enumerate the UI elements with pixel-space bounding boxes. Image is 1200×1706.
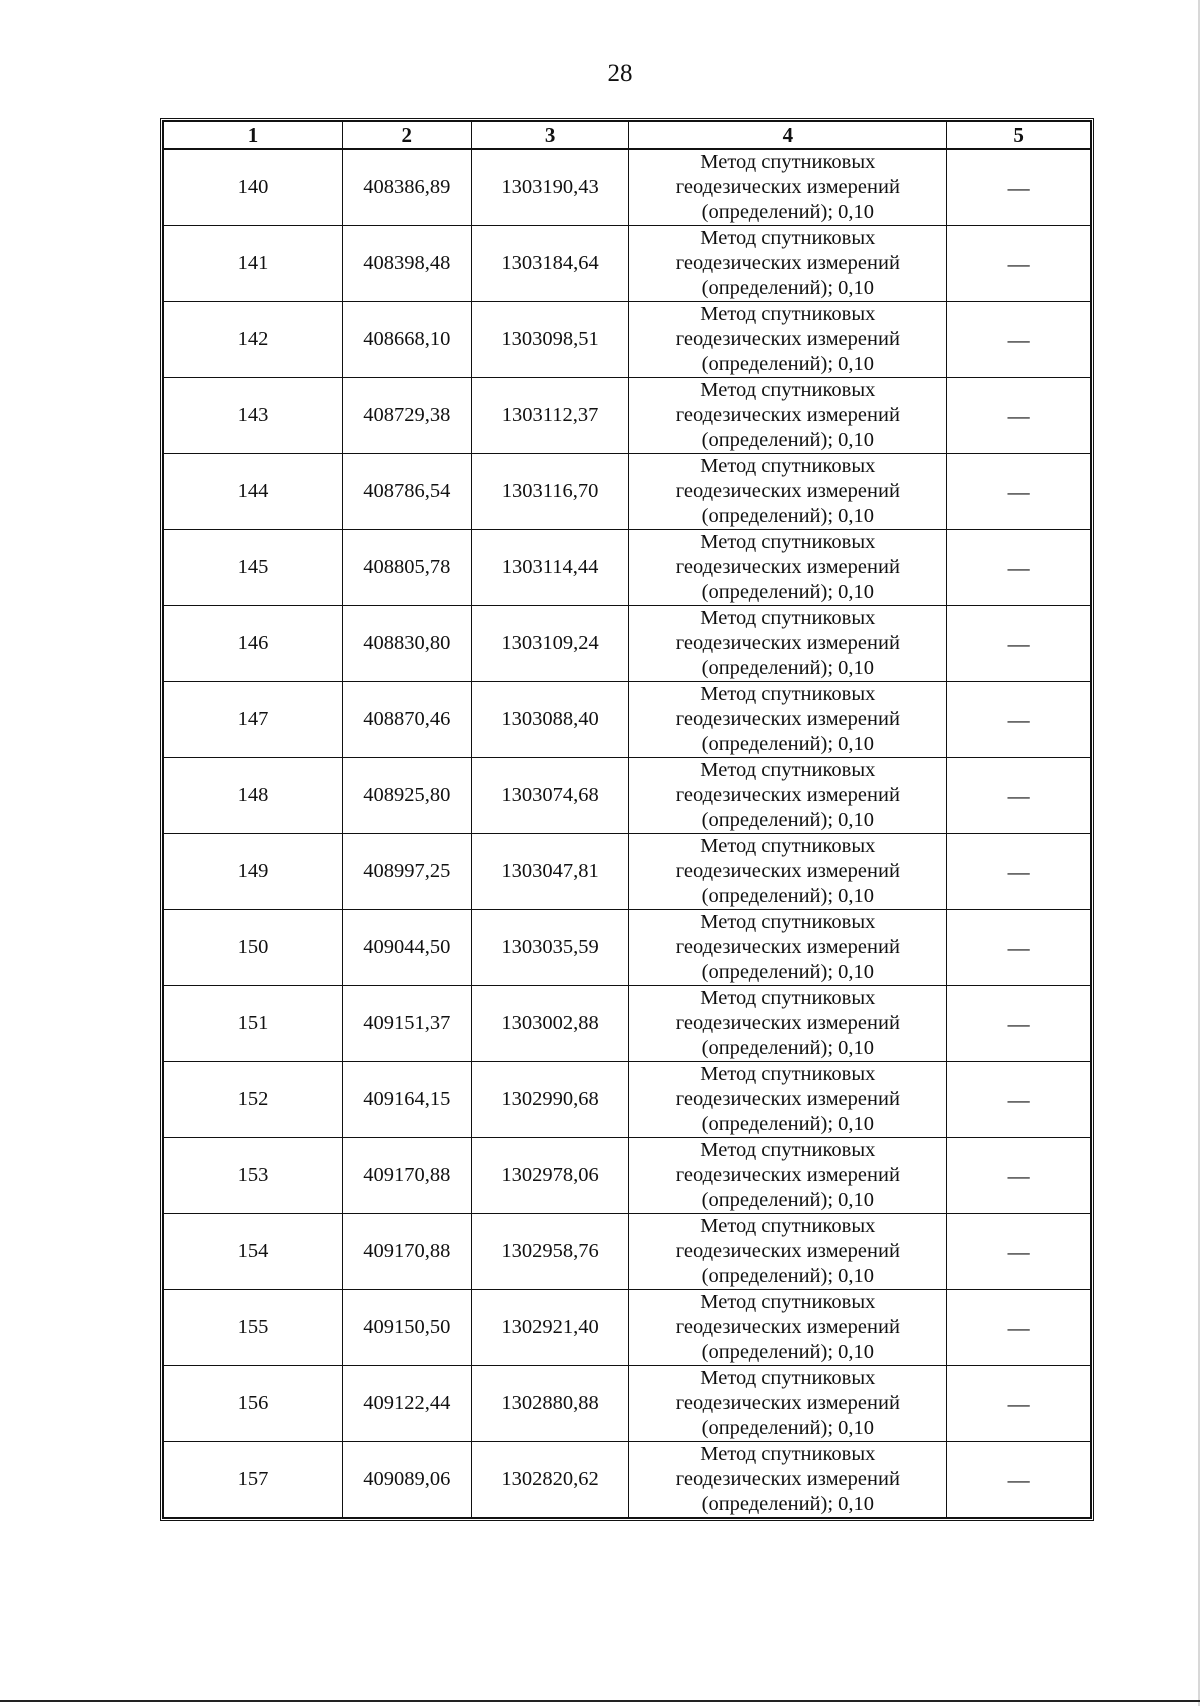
method-text-line: (определений); 0,10: [701, 1037, 875, 1059]
column-5-cell: —: [947, 454, 1091, 530]
table-header-row: [164, 122, 1091, 150]
method-text-line: (определений); 0,10: [701, 809, 875, 831]
column-5-cell: —: [947, 834, 1091, 910]
method-text-line: геодезических измерений: [675, 480, 900, 502]
column-5-cell: —: [947, 149, 1091, 226]
column-5-cell: —: [947, 606, 1091, 682]
method-text-line: (определений); 0,10: [701, 581, 875, 603]
coordinates-table: [163, 121, 1091, 1518]
method-text-line: (определений); 0,10: [701, 733, 875, 755]
column-5-cell: —: [947, 682, 1091, 758]
method-text-line: геодезических измерений: [675, 632, 900, 654]
method-text-line: геодезических измерений: [675, 860, 900, 882]
column-5-cell: —: [947, 1366, 1091, 1442]
table-row: [164, 1442, 1091, 1518]
method-text-line: (определений); 0,10: [701, 1189, 875, 1211]
method-text-line: геодезических измерений: [675, 404, 900, 426]
bottom-scan-rule: [0, 1700, 1200, 1702]
method-text-line: геодезических измерений: [675, 708, 900, 730]
x-coordinate-cell: 408729,38: [342, 378, 471, 454]
method-text-line: геодезических измерений: [675, 1468, 900, 1490]
method-cell: [629, 986, 947, 1062]
method-text-line: Метод спутниковых: [700, 1215, 876, 1237]
method-cell: [629, 530, 947, 606]
x-coordinate-cell: 409122,44: [342, 1366, 471, 1442]
method-text-line: (определений); 0,10: [701, 429, 875, 451]
point-number-cell: 142: [164, 302, 343, 378]
method-cell: [629, 1290, 947, 1366]
table-row: [164, 910, 1091, 986]
method-text-line: (определений); 0,10: [701, 1417, 875, 1439]
x-coordinate-cell: 409170,88: [342, 1138, 471, 1214]
method-text-line: Метод спутниковых: [700, 1063, 876, 1085]
column-5-cell: —: [947, 1442, 1091, 1518]
column-5-cell: —: [947, 1138, 1091, 1214]
method-cell: [629, 606, 947, 682]
method-text-line: (определений); 0,10: [701, 961, 875, 983]
point-number-cell: 143: [164, 378, 343, 454]
table-row: [164, 226, 1091, 302]
method-text-line: геодезических измерений: [675, 1392, 900, 1414]
table-row: [164, 1138, 1091, 1214]
y-coordinate-cell: 1302990,68: [471, 1062, 629, 1138]
method-text-line: (определений); 0,10: [701, 353, 875, 375]
method-cell: [629, 1442, 947, 1518]
x-coordinate-cell: 408398,48: [342, 226, 471, 302]
point-number-cell: 156: [164, 1366, 343, 1442]
table-row: [164, 454, 1091, 530]
column-header-2: 2: [342, 122, 471, 150]
method-text-line: Метод спутниковых: [700, 227, 876, 249]
method-cell: [629, 226, 947, 302]
y-coordinate-cell: 1303002,88: [471, 986, 629, 1062]
method-text-line: геодезических измерений: [675, 1316, 900, 1338]
x-coordinate-cell: 408997,25: [342, 834, 471, 910]
table-row: [164, 1366, 1091, 1442]
y-coordinate-cell: 1303112,37: [471, 378, 629, 454]
method-text-line: (определений); 0,10: [701, 1493, 875, 1515]
column-5-cell: —: [947, 1062, 1091, 1138]
method-text-line: Метод спутниковых: [700, 151, 876, 173]
point-number-cell: 150: [164, 910, 343, 986]
table-row: [164, 986, 1091, 1062]
y-coordinate-cell: 1303116,70: [471, 454, 629, 530]
method-text-line: геодезических измерений: [675, 1164, 900, 1186]
method-text-line: (определений); 0,10: [701, 885, 875, 907]
y-coordinate-cell: 1303098,51: [471, 302, 629, 378]
method-text-line: геодезических измерений: [675, 252, 900, 274]
table-row: [164, 834, 1091, 910]
method-text-line: Метод спутниковых: [700, 1443, 876, 1465]
method-text-line: Метод спутниковых: [700, 835, 876, 857]
y-coordinate-cell: 1303184,64: [471, 226, 629, 302]
method-cell: [629, 682, 947, 758]
point-number-cell: 152: [164, 1062, 343, 1138]
y-coordinate-cell: 1302820,62: [471, 1442, 629, 1518]
page-number: 28: [607, 60, 633, 87]
method-text-line: геодезических измерений: [675, 556, 900, 578]
method-text-line: (определений); 0,10: [701, 1113, 875, 1135]
method-text-line: геодезических измерений: [675, 1088, 900, 1110]
column-5-cell: —: [947, 1290, 1091, 1366]
x-coordinate-cell: 409164,15: [342, 1062, 471, 1138]
column-5-cell: —: [947, 226, 1091, 302]
method-cell: [629, 1366, 947, 1442]
method-text-line: Метод спутниковых: [700, 1139, 876, 1161]
point-number-cell: 141: [164, 226, 343, 302]
point-number-cell: 145: [164, 530, 343, 606]
column-5-cell: —: [947, 986, 1091, 1062]
method-text-line: геодезических измерений: [675, 784, 900, 806]
table-row: [164, 378, 1091, 454]
y-coordinate-cell: 1303190,43: [471, 149, 629, 226]
point-number-cell: 146: [164, 606, 343, 682]
method-cell: [629, 454, 947, 530]
method-text-line: (определений); 0,10: [701, 657, 875, 679]
method-text-line: Метод спутниковых: [700, 911, 876, 933]
method-cell: [629, 758, 947, 834]
column-header-1: 1: [164, 122, 343, 150]
method-text-line: (определений); 0,10: [701, 201, 875, 223]
x-coordinate-cell: 408805,78: [342, 530, 471, 606]
table-row: [164, 530, 1091, 606]
method-text-line: (определений); 0,10: [701, 505, 875, 527]
table-row: [164, 149, 1091, 226]
point-number-cell: 154: [164, 1214, 343, 1290]
method-text-line: (определений); 0,10: [701, 1265, 875, 1287]
method-text-line: (определений); 0,10: [701, 1341, 875, 1363]
y-coordinate-cell: 1302978,06: [471, 1138, 629, 1214]
point-number-cell: 155: [164, 1290, 343, 1366]
point-number-cell: 157: [164, 1442, 343, 1518]
column-5-cell: —: [947, 302, 1091, 378]
y-coordinate-cell: 1303114,44: [471, 530, 629, 606]
x-coordinate-cell: 409170,88: [342, 1214, 471, 1290]
method-text-line: Метод спутниковых: [700, 759, 876, 781]
y-coordinate-cell: 1303109,24: [471, 606, 629, 682]
table-row: [164, 302, 1091, 378]
table-row: [164, 682, 1091, 758]
column-5-cell: —: [947, 378, 1091, 454]
y-coordinate-cell: 1303047,81: [471, 834, 629, 910]
method-cell: [629, 1138, 947, 1214]
method-text-line: геодезических измерений: [675, 1012, 900, 1034]
method-text-line: Метод спутниковых: [700, 1291, 876, 1313]
method-text-line: Метод спутниковых: [700, 1367, 876, 1389]
table-row: [164, 1214, 1091, 1290]
method-text-line: Метод спутниковых: [700, 531, 876, 553]
column-5-cell: —: [947, 530, 1091, 606]
method-cell: [629, 1214, 947, 1290]
method-cell: [629, 378, 947, 454]
method-cell: [629, 1062, 947, 1138]
method-text-line: геодезических измерений: [675, 176, 900, 198]
x-coordinate-cell: 409151,37: [342, 986, 471, 1062]
method-text-line: Метод спутниковых: [700, 987, 876, 1009]
method-text-line: геодезических измерений: [675, 328, 900, 350]
column-header-4: 4: [629, 122, 947, 150]
point-number-cell: 140: [164, 149, 343, 226]
x-coordinate-cell: 408830,80: [342, 606, 471, 682]
point-number-cell: 144: [164, 454, 343, 530]
point-number-cell: 147: [164, 682, 343, 758]
table-row: [164, 758, 1091, 834]
point-number-cell: 149: [164, 834, 343, 910]
method-text-line: Метод спутниковых: [700, 455, 876, 477]
column-5-cell: —: [947, 910, 1091, 986]
method-cell: [629, 910, 947, 986]
y-coordinate-cell: 1302921,40: [471, 1290, 629, 1366]
table-row: [164, 1062, 1091, 1138]
point-number-cell: 151: [164, 986, 343, 1062]
column-header-5: 5: [947, 122, 1091, 150]
x-coordinate-cell: 408925,80: [342, 758, 471, 834]
y-coordinate-cell: 1302958,76: [471, 1214, 629, 1290]
table-body: [164, 149, 1091, 1518]
method-text-line: Метод спутниковых: [700, 607, 876, 629]
method-text-line: (определений); 0,10: [701, 277, 875, 299]
x-coordinate-cell: 408386,89: [342, 149, 471, 226]
y-coordinate-cell: 1303035,59: [471, 910, 629, 986]
point-number-cell: 153: [164, 1138, 343, 1214]
method-text-line: Метод спутниковых: [700, 303, 876, 325]
x-coordinate-cell: 409044,50: [342, 910, 471, 986]
coordinates-table-frame: [160, 118, 1094, 1521]
x-coordinate-cell: 409150,50: [342, 1290, 471, 1366]
column-5-cell: —: [947, 758, 1091, 834]
column-header-3: 3: [471, 122, 629, 150]
point-number-cell: 148: [164, 758, 343, 834]
method-text-line: геодезических измерений: [675, 936, 900, 958]
table-row: [164, 1290, 1091, 1366]
x-coordinate-cell: 409089,06: [342, 1442, 471, 1518]
method-cell: [629, 149, 947, 226]
y-coordinate-cell: 1303088,40: [471, 682, 629, 758]
y-coordinate-cell: 1303074,68: [471, 758, 629, 834]
y-coordinate-cell: 1302880,88: [471, 1366, 629, 1442]
method-text-line: геодезических измерений: [675, 1240, 900, 1262]
x-coordinate-cell: 408668,10: [342, 302, 471, 378]
method-cell: [629, 834, 947, 910]
column-5-cell: —: [947, 1214, 1091, 1290]
x-coordinate-cell: 408870,46: [342, 682, 471, 758]
x-coordinate-cell: 408786,54: [342, 454, 471, 530]
table-row: [164, 606, 1091, 682]
method-text-line: Метод спутниковых: [700, 379, 876, 401]
method-cell: [629, 302, 947, 378]
method-text-line: Метод спутниковых: [700, 683, 876, 705]
